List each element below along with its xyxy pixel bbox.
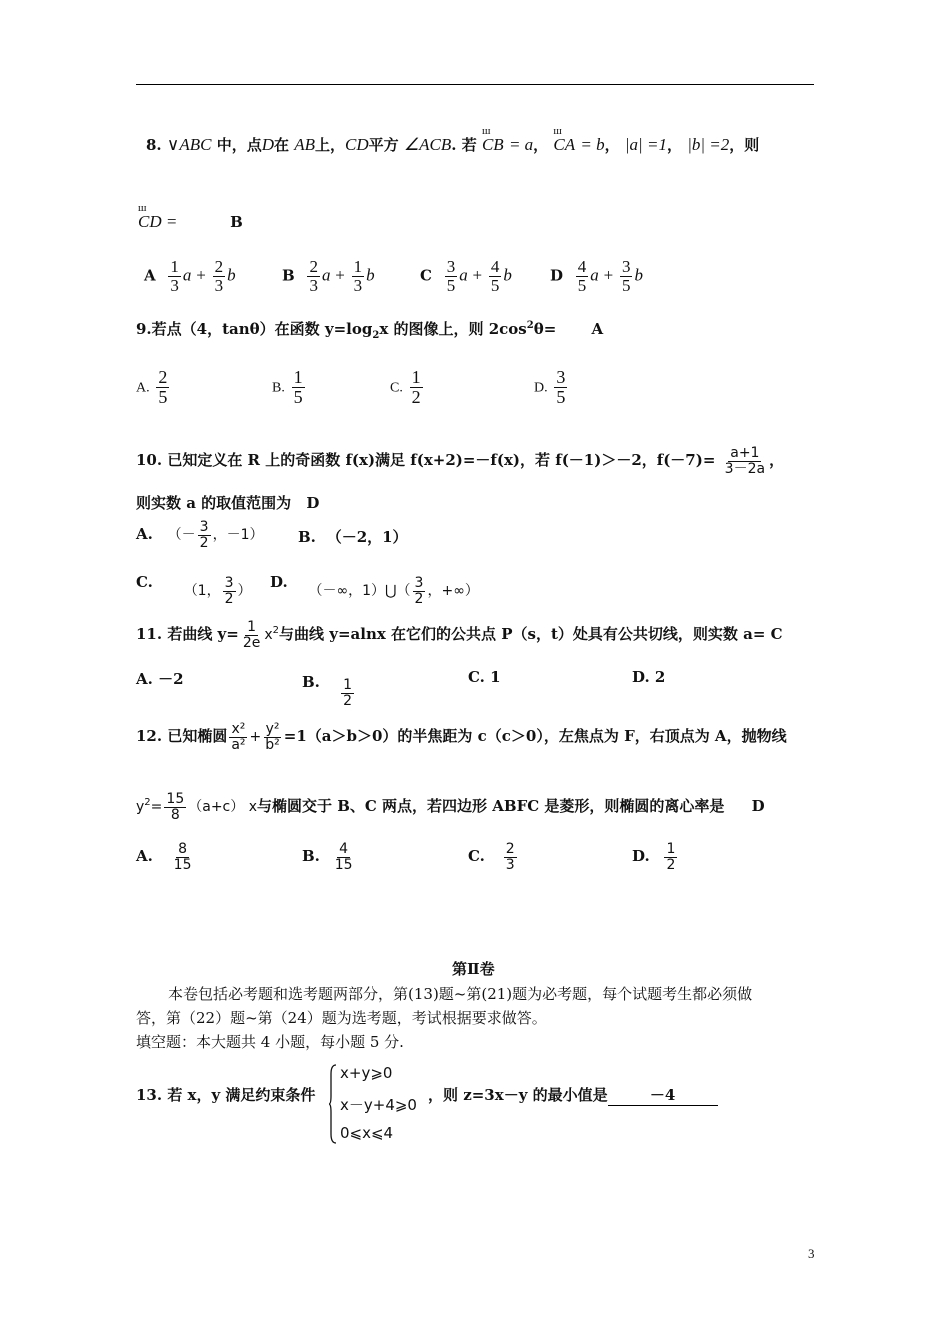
option-10-c: C. （1， $\frac{3}{2}$ ） (136, 573, 252, 607)
question-10-line1: 10. 已知定义在 R 上的奇函数 f(x)满足 f(x+2)=－f(x)，若 f(－1)＞－2，f(－7)= $\frac{a+1}{3-2a}$ ， (136, 445, 785, 477)
option-9-b: B. $\frac{1}{5}$ (272, 367, 303, 407)
option-8-b: B $\frac{2}{3}$ a + $\frac{1}{3}$ b (282, 257, 375, 295)
constraint-3: 0⩽x⩽4 (340, 1124, 394, 1142)
answer-12: D (751, 797, 765, 816)
answer-9: A (591, 320, 604, 338)
answer-8: B (230, 213, 243, 231)
option-10-b: B. （－2，1） (298, 528, 408, 546)
answer-10: D (306, 494, 320, 512)
option-11-d: D. 2 (632, 668, 666, 686)
answer-13: －4 (608, 1084, 718, 1106)
option-8-d: D $\frac{4}{5}$ a + $\frac{3}{5}$ b (550, 257, 643, 295)
constraint-1: x+y⩾0 (340, 1064, 393, 1082)
option-12-b: B. $\frac{4}{15}$ (302, 841, 353, 873)
option-11-c: C. 1 (468, 668, 501, 686)
option-10-a: A. （－ $\frac{3}{2}$ ，－1） (136, 519, 264, 551)
page-number: 3 (808, 1246, 815, 1261)
option-12-c: C. $\frac{2}{3}$ (468, 841, 515, 873)
answer-11: C (770, 625, 783, 644)
question-8-line2: ш CD = B (138, 212, 243, 232)
option-12-d: D. $\frac{1}{2}$ (632, 841, 676, 873)
option-9-c: C. $\frac{1}{2}$ (390, 367, 421, 407)
option-10-d: D. （－∞，1）⋃（ $\frac{3}{2}$ ，+∞） (270, 573, 479, 607)
option-9-d: D. $\frac{3}{5}$ (534, 367, 566, 407)
question-13-tail: ，则 z=3x－y 的最小值是 －4 (428, 1084, 718, 1106)
header-rule (136, 84, 814, 85)
question-12-line1: 12. 已知椭圆 $\frac{\text{x²}}{\text{a²}}$ + $\frac{\text{y²}}{\text{b²}}$ =1（a＞b＞0）的半焦距为 c（c＞0），左焦点为 F，右顶点为 A，抛物线 (136, 721, 787, 753)
option-9-a: A. $\frac{2}{5}$ (136, 367, 168, 407)
constraint-2: x－y+4⩾0 (340, 1096, 417, 1114)
option-11-b: B. $\frac{1}{2}$ (302, 673, 353, 709)
section-2-title: 第Ⅱ卷 (452, 960, 495, 978)
option-8-a: A $\frac{1}{3}$ a + $\frac{2}{3}$ b (144, 257, 236, 295)
option-8-c: C $\frac{3}{5}$ a + $\frac{4}{5}$ b (420, 257, 512, 295)
question-13: 13. 若 x，y 满足约束条件 (136, 1086, 316, 1104)
question-11: 11. 若曲线 y= $\frac{1}{2e}$ $x^2$与曲线 y=alnx 在它们的公共点 P（s，t）处具有公共切线，则实数 a= C (136, 619, 783, 651)
question-12-line2: $y^2=$ $\frac{15}{8}$ （a+c） x与椭圆交于 B、C 两点，若四边形 ABFC 是菱形，则椭圆的离心率是 D (136, 791, 765, 823)
option-11-a: A. －2 (136, 670, 184, 688)
brace-icon (329, 1064, 337, 1144)
question-8-line1: 8. ∨ABC 中，点D在 AB上，CD平方 ∠ACB. 若 ш CB = a， ш CA = b， |a| =1， |b| =2，则 (146, 134, 759, 155)
section-2-intro: 本卷包括必考题和选考题两部分，第(13)题~第(21)题为必考题，每个试题考生都必须做 答，第（22）题~第（24）题为选考题，考试根据要求做答。 填空题：本大题共 4 小题，每小题 5 分. (136, 985, 753, 1051)
question-10-line2: 则实数 a 的取值范围为 D (136, 494, 320, 512)
question-9: 9.若点（4，tanθ）在函数 $y=\log_2x$ 的图像上，则 $2\cos^2\theta= A$ (136, 320, 604, 341)
option-12-a: A. $\frac{8}{15}$ (136, 841, 192, 873)
